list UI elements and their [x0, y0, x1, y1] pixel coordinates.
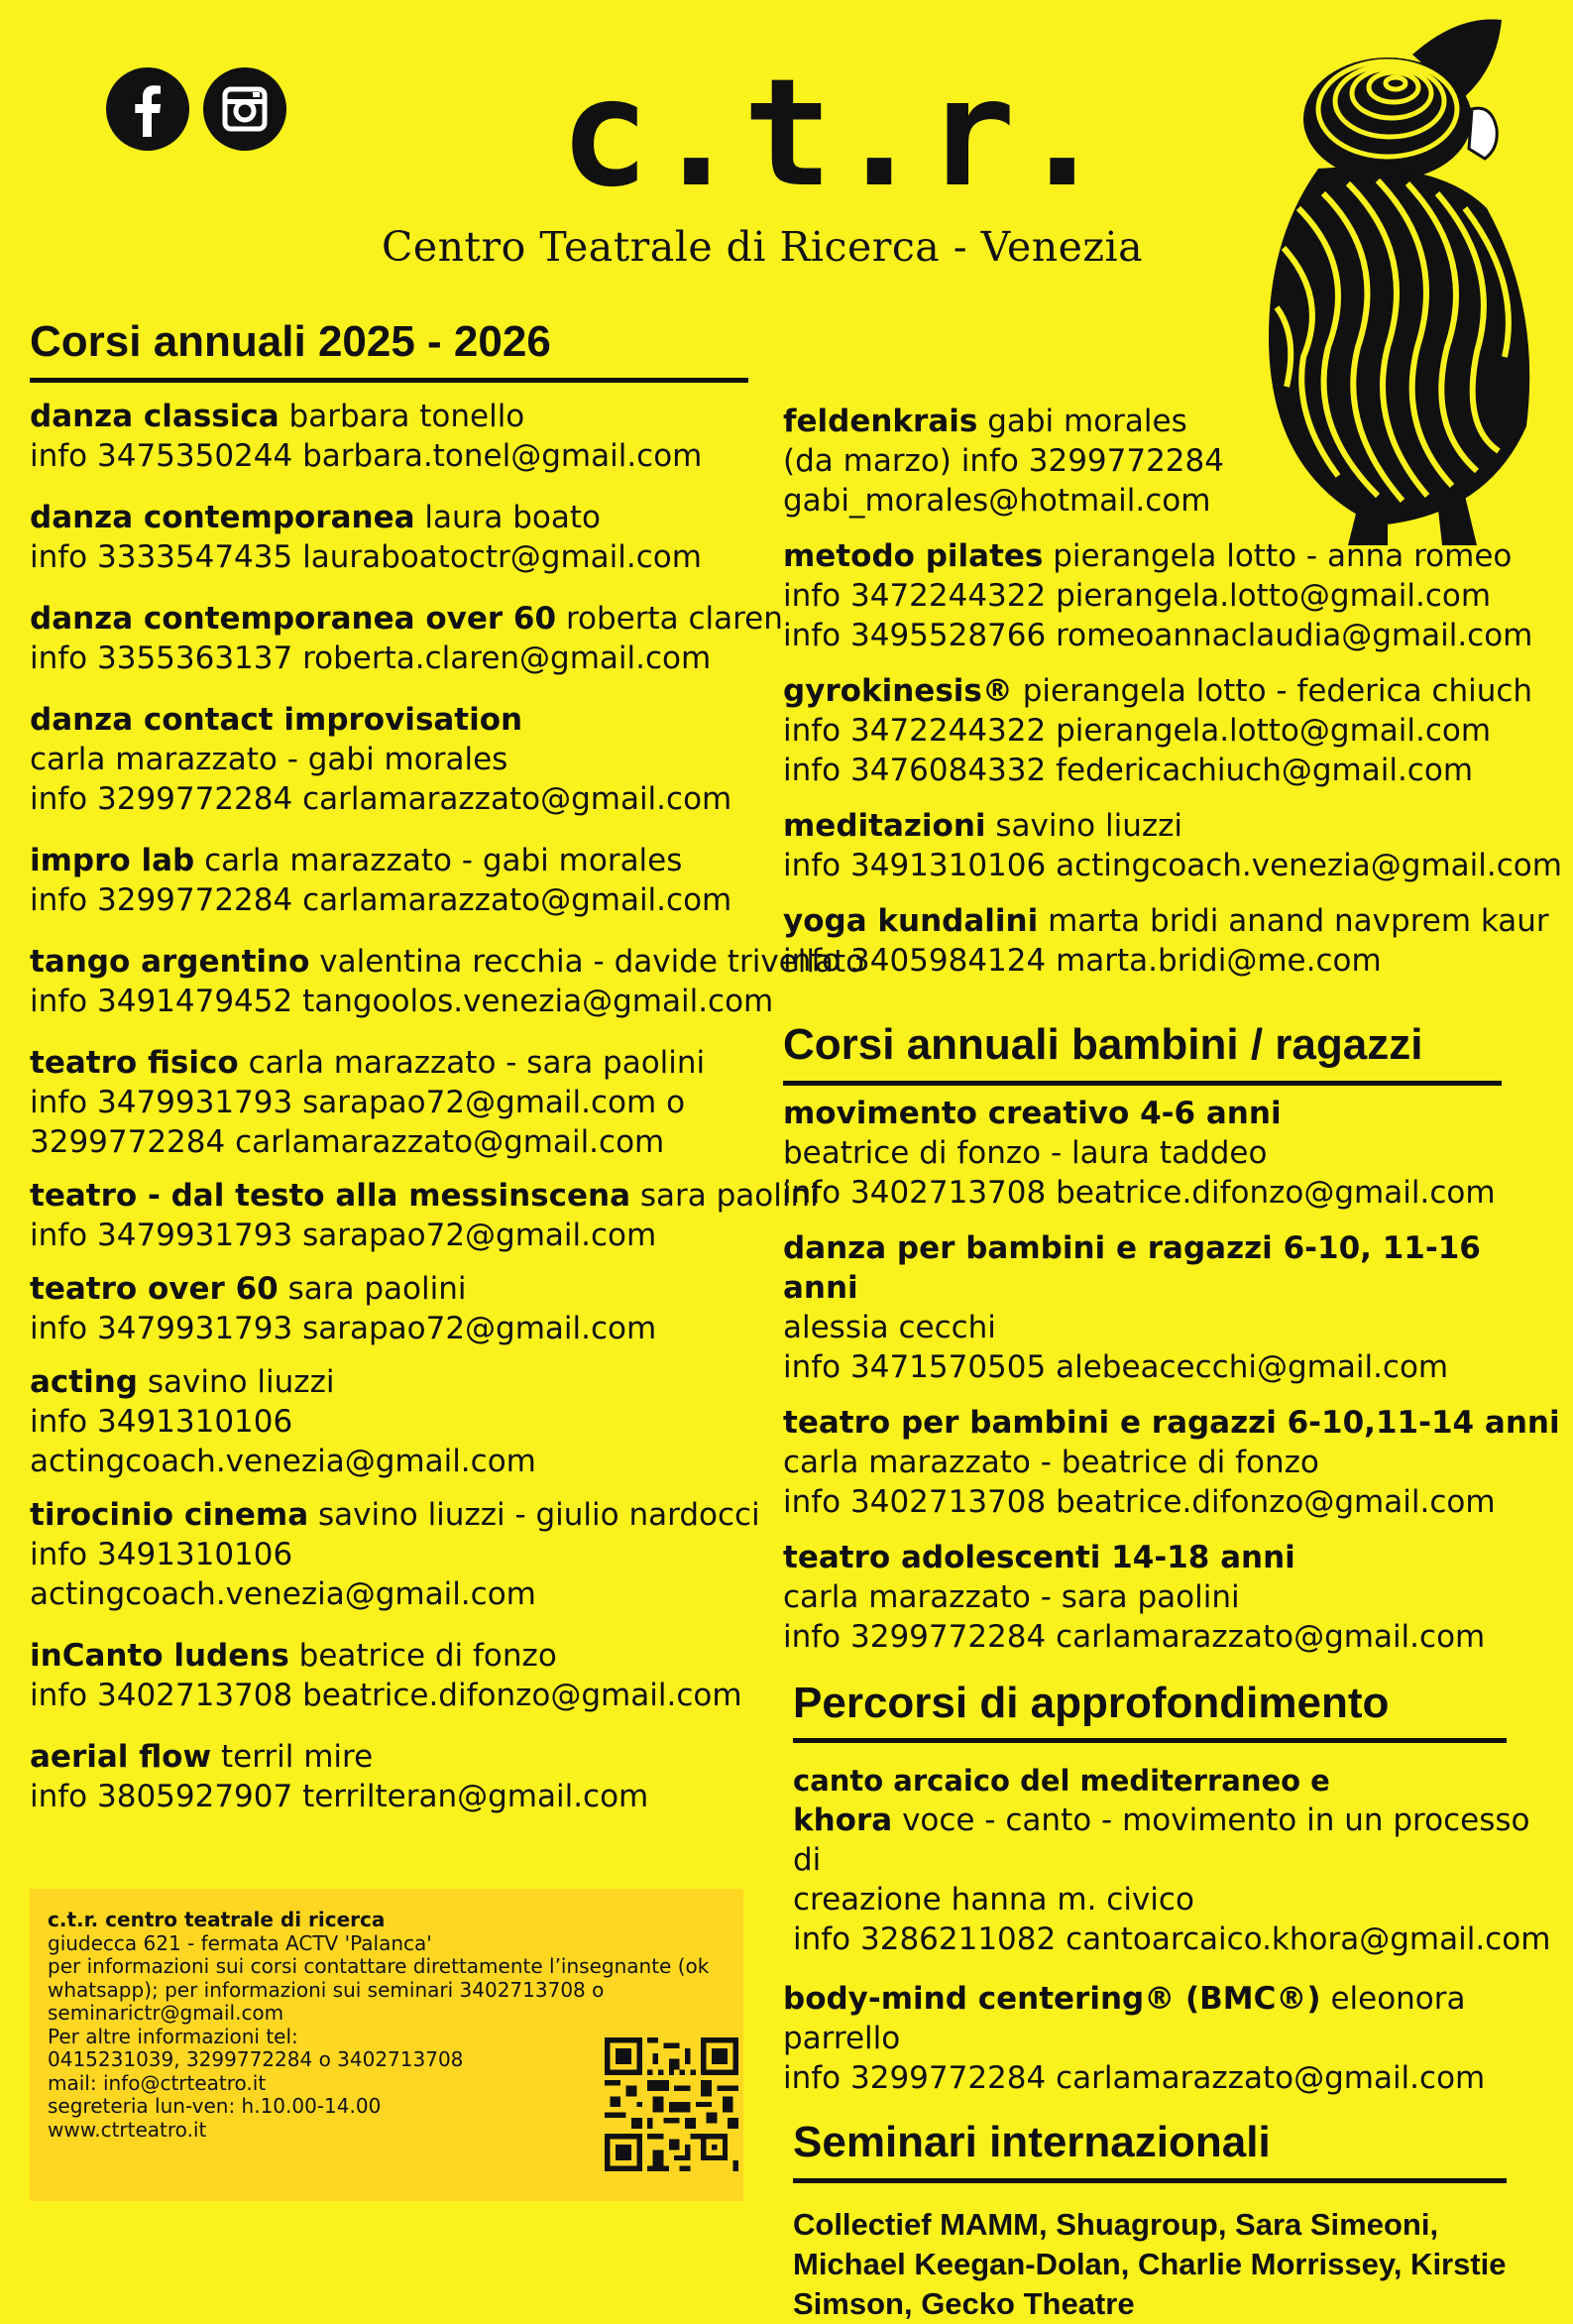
course-detail: info 3471570505 alebeacecchi@gmail.com: [783, 1348, 1449, 1385]
info-line: whatsapp); per informazioni sui seminari 3402713708 o: [48, 1977, 605, 2002]
course-name: danza contact improvisation: [30, 701, 523, 738]
course-name: danza per bambini e ragazzi 6-10, 11-16 anni: [783, 1229, 1481, 1306]
social-links: [106, 67, 286, 151]
course-name: meditazioni: [783, 808, 986, 844]
course-heading: [30, 1176, 819, 1216]
info-line: www.ctrteatro.it: [48, 2117, 207, 2142]
course-heading: [783, 671, 1566, 711]
course-teacher: gabi morales: [987, 404, 1187, 439]
logo: c.t.r.: [560, 48, 1109, 220]
course-name: teatro per bambini e ragazzi 6-10,11-14 anni: [783, 1404, 1560, 1441]
course-detail: actingcoach.venezia@gmail.com: [30, 1443, 536, 1479]
course-detail: info 3475350244 barbara.tonel@gmail.com: [30, 437, 703, 474]
course-item: [30, 942, 865, 1021]
course-heading: [783, 901, 1566, 941]
course-detail: info 3299772284 carlamarazzato@gmail.com: [783, 1618, 1486, 1655]
course-teacher: barbara tonello: [288, 398, 525, 434]
course-item: [783, 901, 1566, 981]
course-heading: [30, 1269, 783, 1309]
course-teacher: valentina recchia - davide trivellato: [319, 943, 865, 980]
seminari-line: Simson, Gecko Theatre: [793, 2285, 1135, 2321]
left-column: [30, 317, 865, 1816]
course-heading: [30, 1043, 783, 1083]
seminari-list: [793, 2183, 1566, 2324]
course-item: [30, 1737, 783, 1816]
course-detail: actingcoach.venezia@gmail.com: [30, 1575, 536, 1612]
course-teacher: sara paolini: [287, 1270, 467, 1307]
course-item: [783, 402, 1566, 521]
course-heading: [30, 599, 783, 639]
course-detail: creazione hanna m. civico: [793, 1882, 1194, 1918]
course-item: [30, 599, 783, 678]
courses-list-right: [783, 402, 1566, 981]
course-detail: info 3495528766 romeoannaclaudia@gmail.com: [783, 618, 1533, 653]
course-teacher: eleonora parrello: [783, 1981, 1466, 2057]
section-title-approfondimento: Percorsi di approfondimento: [793, 1679, 1507, 1744]
course-name: feldenkrais: [783, 404, 978, 439]
course-detail: info 3491310106 actingcoach.venezia@gmail.com: [783, 848, 1562, 883]
course-name: teatro over 60: [30, 1270, 279, 1307]
course-name: danza contemporanea: [30, 499, 415, 535]
course-name: movimento creativo 4-6 anni: [783, 1095, 1282, 1131]
course-name: metodo pilates: [783, 538, 1044, 574]
course-item: [30, 1362, 783, 1481]
course-description: voce - canto - movimento in un processo di: [793, 1802, 1530, 1879]
course-detail: info 3491310106: [30, 1403, 293, 1440]
course-detail: info 3491479452 tangoolos.venezia@gmail.com: [30, 983, 774, 1019]
course-item: [30, 1043, 783, 1162]
course-detail: 3299772284 carlamarazzato@gmail.com: [30, 1123, 665, 1160]
info-title: c.t.r. centro teatrale di ricerca: [48, 1908, 386, 1931]
course-teacher: carla marazzato - gabi morales: [204, 842, 683, 878]
course-item: [30, 498, 783, 577]
course-teacher: terril mire: [220, 1738, 374, 1775]
course-teacher: roberta claren: [565, 600, 783, 637]
info-line: seminarictr@gmail.com: [48, 2001, 284, 2025]
info-line: giudecca 621 - fermata ACTV 'Palanca': [48, 1930, 432, 1955]
section-title-bambini: Corsi annuali bambini / ragazzi: [783, 1020, 1502, 1086]
course-detail: beatrice di fonzo - laura taddeo: [783, 1134, 1268, 1171]
course-detail: carla marazzato - beatrice di fonzo: [783, 1444, 1319, 1480]
course-teacher: savino liuzzi: [147, 1363, 335, 1400]
course-detail: info 3491310106: [30, 1536, 293, 1572]
seminari-line: Michael Keegan-Dolan, Charlie Morrissey, Kirstie: [793, 2246, 1507, 2281]
course-heading: [30, 942, 865, 982]
course-teacher: carla marazzato - sara paolini: [248, 1044, 706, 1081]
course-name: acting: [30, 1363, 138, 1400]
kids-courses-list: [783, 1094, 1566, 1657]
course-name: aerial flow: [30, 1738, 212, 1775]
info-line: 0415231039, 3299772284 o 3402713708: [48, 2047, 464, 2071]
info-line: Per altre informazioni tel:: [48, 2024, 298, 2048]
course-item: [30, 700, 783, 819]
course-teacher: savino liuzzi: [995, 808, 1183, 844]
course-teacher: sara paolini: [639, 1177, 819, 1214]
course-detail: carla marazzato - sara paolini: [783, 1578, 1240, 1615]
course-name: danza classica: [30, 398, 280, 434]
course-detail: info 3402713708 beatrice.difonzo@gmail.com: [30, 1677, 742, 1713]
course-item: [30, 1636, 783, 1715]
course-teacher: beatrice di fonzo: [298, 1637, 557, 1674]
info-line: mail: info@ctrteatro.it: [48, 2070, 267, 2095]
course-name: inCanto ludens: [30, 1637, 289, 1674]
course-name: danza contemporanea over 60: [30, 600, 557, 637]
course-detail: info 3805927907 terrilteran@gmail.com: [30, 1778, 649, 1814]
course-detail: gabi_morales@hotmail.com: [783, 483, 1211, 519]
approfondimento-item: [793, 1761, 1566, 1959]
course-heading: [30, 498, 783, 537]
seminari-line: Collectief MAMM, Shuagroup, Sara Simeoni,: [793, 2206, 1439, 2242]
section-title-corsi-annuali: Corsi annuali 2025 - 2026: [30, 317, 748, 383]
course-name: teatro - dal testo alla messinscena: [30, 1177, 630, 1214]
course-name: tirocinio cinema: [30, 1496, 309, 1533]
info-line: per informazioni sui corsi contattare direttamente l’insegnante (ok: [48, 1954, 710, 1978]
course-heading: [30, 1495, 783, 1535]
course-detail: info 3299772284 carlamarazzato@gmail.com: [30, 881, 732, 918]
course-detail: info 3405984124 marta.bridi@me.com: [783, 943, 1382, 979]
course-detail: info 3479931793 sarapao72@gmail.com: [30, 1310, 657, 1346]
course-teacher: pierangela lotto - federica chiuch: [1022, 673, 1533, 709]
course-detail: info 3479931793 sarapao72@gmail.com: [30, 1217, 657, 1253]
course-name: canto arcaico del mediterraneo e: [793, 1764, 1330, 1799]
course-name: yoga kundalini: [783, 903, 1039, 939]
course-name: teatro fisico: [30, 1044, 239, 1081]
course-item: [30, 1269, 783, 1348]
course-name: teatro adolescenti 14-18 anni: [783, 1539, 1295, 1575]
course-heading: [30, 841, 783, 880]
course-name: body-mind centering® (BMC®): [783, 1981, 1321, 2018]
kids-course-item: [783, 1403, 1566, 1522]
kids-course-item: [783, 1538, 1566, 1657]
kids-course-item: [783, 1094, 1566, 1213]
course-detail: info 3472244322 pierangela.lotto@gmail.com: [783, 578, 1492, 614]
course-name: tango argentino: [30, 943, 310, 980]
course-item: [30, 841, 783, 920]
course-heading: [783, 806, 1566, 846]
course-heading: [783, 402, 1566, 441]
course-name: impro lab: [30, 842, 195, 878]
course-heading: [30, 397, 783, 436]
course-item: [30, 397, 783, 476]
course-teacher: laura boato: [424, 499, 602, 535]
course-detail: carla marazzato - gabi morales: [30, 741, 508, 777]
course-heading: [783, 536, 1566, 576]
qr-code[interactable]: [605, 2037, 738, 2171]
course-detail: (da marzo) info 3299772284: [783, 443, 1224, 479]
course-detail: info 3299772284 carlamarazzato@gmail.com: [30, 780, 732, 817]
courses-list: [30, 397, 865, 1816]
course-name: gyrokinesis®: [783, 673, 1013, 709]
course-detail: alessia cecchi: [783, 1309, 996, 1345]
info-line: segreteria lun-ven: h.10.00-14.00: [48, 2094, 382, 2118]
course-detail: info 3333547435 lauraboatoctr@gmail.com: [30, 538, 702, 575]
course-contact: info 3286211082 cantoarcaico.khora@gmail.com: [793, 1921, 1551, 1958]
contact-info-box: [30, 1889, 743, 2201]
course-heading: [30, 700, 783, 740]
approfondimento-item: [783, 1979, 1566, 2098]
course-item: [783, 671, 1566, 790]
course-item: [30, 1176, 819, 1255]
course-detail: info 3355363137 roberta.claren@gmail.com: [30, 639, 712, 676]
course-heading: [30, 1737, 783, 1777]
course-detail: info 3402713708 beatrice.difonzo@gmail.com: [783, 1483, 1496, 1520]
course-teacher: savino liuzzi - giulio nardocci: [318, 1496, 760, 1533]
course-heading: [30, 1636, 783, 1676]
course-heading: [30, 1362, 783, 1402]
course-detail: info 3472244322 pierangela.lotto@gmail.com: [783, 713, 1492, 749]
course-item: [783, 806, 1566, 885]
course-contact: info 3299772284 carlamarazzato@gmail.com: [783, 2060, 1486, 2097]
course-item: [30, 1495, 783, 1614]
course-teacher: pierangela lotto - anna romeo: [1053, 538, 1513, 574]
course-detail: info 3476084332 federicachiuch@gmail.com: [783, 753, 1474, 788]
instagram-icon[interactable]: [203, 67, 286, 151]
course-name: khora: [793, 1802, 893, 1839]
facebook-icon[interactable]: [106, 67, 189, 151]
course-detail: info 3479931793 sarapao72@gmail.com o: [30, 1084, 686, 1120]
page-subtitle: Centro Teatrale di Ricerca - Venezia: [382, 223, 1144, 271]
right-column: [783, 402, 1566, 2324]
section-title-seminari: Seminari internazionali: [793, 2118, 1507, 2183]
kids-course-item: [783, 1228, 1566, 1387]
course-detail: info 3402713708 beatrice.difonzo@gmail.com: [783, 1174, 1496, 1211]
course-item: [783, 536, 1566, 655]
course-teacher: marta bridi anand navprem kaur: [1048, 903, 1549, 939]
